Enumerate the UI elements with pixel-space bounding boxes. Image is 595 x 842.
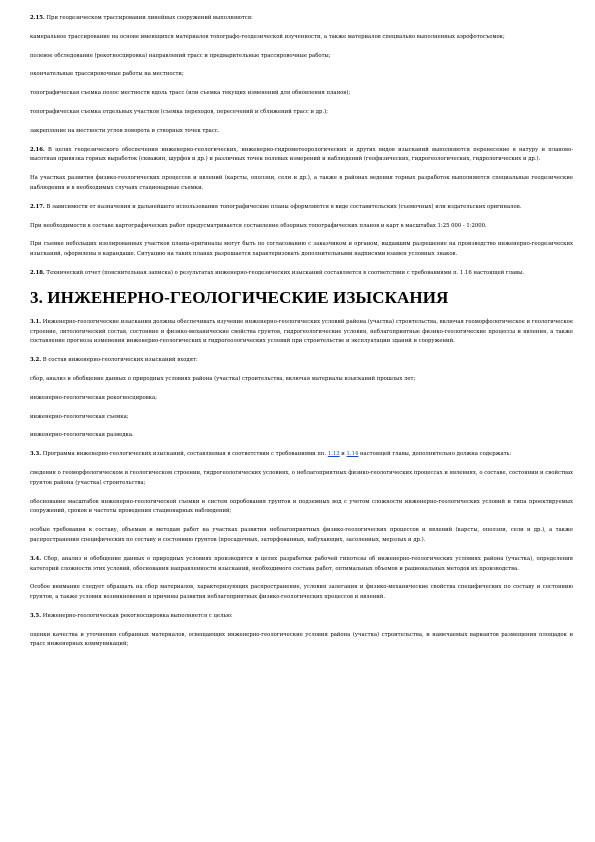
list-item: полевое обследование (рекогносцировка) направлений трасс и предварительные трассировочные работы;: [30, 52, 331, 59]
paragraph: При съемке небольших изолированных участков планы-оригиналы могут быть по согласованию с заказчиком и органом, выдавшим разрешение на производство инженерно-геодезических изысканий, оформлены в карандаше. Ситуацию на таких планах разрешается характеризовать дополнительными надписями взамен условных знаков.: [30, 241, 573, 258]
paragraph-2-16: 2.16. В целях геодезического обеспечения инженерно-геологических, инженерно-гидрометеорологических и других видов изысканий выполняются перенесение в натуру и планово-высотная привязка горных выработок (скважин, шурфов и др.) и различных точек полевых измерений и наблюдений (геофизических, гидрогеологических, гидрологических и др.).: [30, 146, 573, 163]
list-item: окончательные трассировочные работы на местности;: [30, 71, 184, 78]
list-item: инженерно-геологическая рекогносцировка;: [30, 394, 157, 401]
section-title: 3. ИНЖЕНЕРНО-ГЕОЛОГИЧЕСКИЕ ИЗЫСКАНИЯ: [30, 287, 449, 307]
list-item: оценки качества и уточнения собранных материалов, освещающих инженерно-геологические условия района (участка) строительства, и намечаемых вариантов размещения площадок и трасс инженерных коммуникаций;: [30, 631, 573, 648]
paragraph-2-18: 2.18. Технический отчет (пояснительная записка) о результатах инженерно-геодезических изысканий составляется в соответствии с требованиями п. 1.16 настоящей главы.: [30, 269, 525, 276]
list-item: особые требования к составу, объемам и методам работ на участках развития неблагоприятных физико-геологических процессов и явлений (карсты, оползни, сели и др.), а также распространения специфических по составу и состоянию грунтов (просадочных, заторфованных, набухающих, засоленных, мерзлых и др.).: [30, 527, 573, 543]
paragraph-3-4: 3.4. Сбор, анализ и обобщение данных о природных условиях производятся в целях разработки рабочей гипотезы об инженерно-геологических условиях района (участка), определения категорий сложности этих условий, обоснования направленности изысканий, необходимого состава работ, оптимальных объемов и рациональных методов их производства.: [30, 555, 573, 572]
paragraph-3-2: 3.2. В состав инженерно-геологических изысканий входят:: [30, 357, 198, 364]
link-clause-1-13[interactable]: 1.13: [327, 451, 340, 458]
list-item: инженерно-геологическая съемка;: [30, 413, 129, 420]
top-paragraphs: [30, 14, 573, 279]
list-item: сбор, анализ и обобщение данных о природных условиях района (участка) строительства, включая материалы изысканий прошлых лет;: [30, 375, 416, 382]
paragraph-2-15: 2.15. При геодезическом трассировании линейных сооружений выполняются:: [30, 15, 253, 21]
list-item: камеральное трассирование на основе имеющихся материалов топографо-геодезической изученности, а также материалов специально выполненных аэрофотосъемок;: [30, 33, 505, 40]
paragraph: На участках развития физико-геологических процессов и явлений (карсты, оползни, сели и др.), а также в районах ведения горных разработок выполняются специальные геодезические наблюдения и в необходимых случаях стационарные съемки.: [30, 175, 573, 191]
paragraph: При необходимости в составе картографических работ предусматривается составление обзорных топографических планов и карт в масштабах 1:25 000 - 1:2000.: [30, 222, 487, 229]
paragraph-3-5: 3.5. Инженерно-геологическая рекогносцировка выполняется с целью:: [30, 612, 233, 619]
link-clause-1-14[interactable]: 1.14: [346, 451, 359, 458]
paragraph: Особое внимание следует обращать на сбор материалов, характеризующих распространение, условия залегания и физико-механические свойства специфических по составу и состоянию грунтов, а также условия возникновения и причины развития неблагоприятных физико-геологических процессов и явлений.: [30, 584, 573, 601]
list-item: инженерно-геологическая разведка.: [30, 432, 134, 439]
paragraph-3-3: 3.3. Программа инженерно-геологических изысканий, составляемая в соответствии с требованиями пп. 1.13 и 1.14 настоящей главы, дополнительно должна содержать:: [30, 451, 512, 458]
paragraph-3-1: 3.1. Инженерно-геологические изыскания должны обеспечивать изучение инженерно-геологических условий района (участка) строительства, включая геоморфологическое и геологическое строение, литологический состав, состояние и физико-механические свойства грунтов, гидрогеологические условия, неблагоприятные физико-геологические процессы и явления, а также составление прогноза изменения инженерно-геологических и гидрогеологических условий при строительстве и эксплуатации зданий и сооружений.: [30, 318, 573, 345]
list-item: топографическая съемка полос местности вдоль трасс (или съемка текущих изменений для обновления планов);: [30, 90, 351, 97]
paragraph-2-17: 2.17. В зависимости от назначения и дальнейшего использования топографические планы оформляются в виде составительских (съемочных) или издательских оригиналов.: [30, 203, 522, 210]
list-item: топографическая съемка отдельных участков (съемка переходов, пересечений и сближений трасс и др.);: [30, 108, 328, 115]
list-item: закрепление на местности углов поворота и створных точек трасс.: [30, 127, 220, 134]
list-item: обоснование масштабов инженерно-геологической съемки и систем опробования грунтов и подземных вод с учетом сложности инженерно-геологических условий и типа проектируемых сооружений, сроков и частоты проведения стационарных наблюдений;: [30, 498, 573, 515]
list-item: сведения о геоморфологическом и геологическом строении, гидрогеологических условиях, о неблагоприятных физико-геологических процессах и явлениях, о составе, состоянии и свойствах грунтов района (участка) строительства;: [30, 469, 573, 486]
